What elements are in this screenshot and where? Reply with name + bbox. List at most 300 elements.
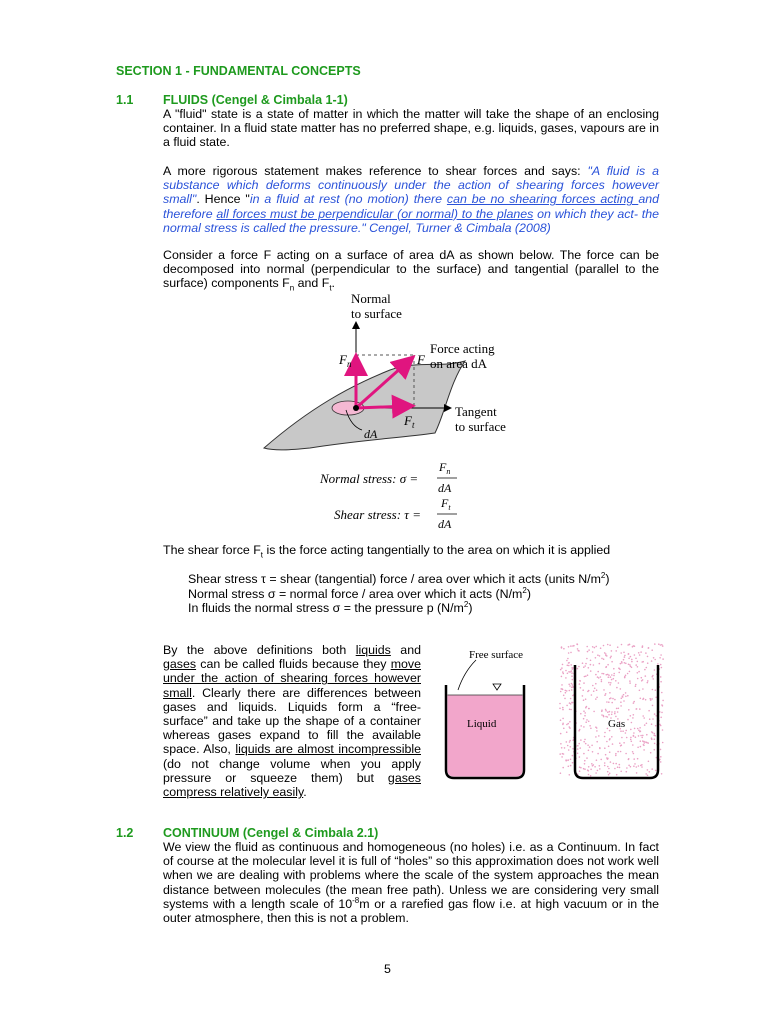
frac-num-2-sub: t bbox=[448, 503, 451, 512]
section-1-2-title: CONTINUUM (Cengel & Cimbala 2.1) bbox=[163, 826, 379, 840]
gas-particle bbox=[659, 657, 661, 659]
gas-particle bbox=[637, 747, 639, 749]
gas-particle bbox=[570, 652, 572, 654]
gas-particle bbox=[592, 646, 594, 648]
gas-particle bbox=[583, 710, 585, 712]
gas-particle bbox=[561, 667, 563, 669]
gas-particle bbox=[650, 699, 652, 701]
gas-particle bbox=[570, 759, 572, 761]
gas-particle bbox=[568, 665, 570, 667]
gas-particle bbox=[592, 751, 594, 753]
gas-particle bbox=[648, 647, 650, 649]
stress1a: Shear stress τ = shear (tangential) force / area over which it acts (units N/m bbox=[188, 572, 601, 586]
gas-particle bbox=[627, 719, 629, 721]
gas-particle bbox=[640, 651, 642, 653]
gas-particle bbox=[563, 695, 565, 697]
gas-particle bbox=[631, 659, 633, 661]
gas-particle bbox=[646, 723, 648, 725]
gas-particle bbox=[571, 689, 573, 691]
gas-particle bbox=[588, 708, 590, 710]
gas-particle bbox=[609, 711, 611, 713]
p3a: Consider a force F acting on a surface of area dA as shown below. The force can be decomposed into normal (perpendicular to the surface) and tangential (parallel to the surface) components F bbox=[163, 248, 659, 291]
gas-particle bbox=[567, 745, 569, 747]
ft-arrow bbox=[356, 406, 410, 408]
free-surface-leader bbox=[458, 660, 476, 690]
p5-u2: gases bbox=[163, 657, 197, 672]
gas-particle bbox=[645, 699, 647, 701]
fn-letter: F bbox=[339, 352, 347, 367]
gas-particle bbox=[599, 663, 601, 665]
gas-particle bbox=[580, 739, 582, 741]
gas-particle bbox=[570, 645, 572, 647]
gas-particle bbox=[660, 644, 662, 646]
fn-sub: n bbox=[346, 359, 352, 369]
gas-particle bbox=[649, 718, 651, 720]
gas-particle bbox=[655, 689, 657, 691]
gas-particle bbox=[563, 648, 565, 650]
gas-particle bbox=[588, 766, 590, 768]
gas-particle bbox=[583, 699, 585, 701]
gas-particle bbox=[566, 741, 568, 743]
gas-particle bbox=[612, 743, 614, 745]
gas-particle bbox=[584, 676, 586, 678]
gas-particle bbox=[633, 758, 635, 760]
gas-particle bbox=[601, 679, 603, 681]
gas-particle bbox=[579, 729, 581, 731]
gas-particle bbox=[586, 757, 588, 759]
gas-particle bbox=[585, 743, 587, 745]
gas-particle bbox=[637, 678, 639, 680]
gas-particle bbox=[645, 773, 647, 775]
gas-particle bbox=[586, 658, 588, 660]
gas-particle bbox=[620, 771, 622, 773]
gas-particle bbox=[584, 768, 586, 770]
section-1-1-title: FLUIDS (Cengel & Cimbala 1-1) bbox=[163, 93, 348, 107]
gas-particle bbox=[572, 748, 574, 750]
gas-particle bbox=[598, 677, 600, 679]
p2-q2a: in a fluid at rest (no motion) there bbox=[249, 192, 447, 207]
gas-particle bbox=[609, 738, 611, 740]
gas-particle bbox=[584, 715, 586, 717]
gas-particle bbox=[584, 760, 586, 762]
gas-particle bbox=[588, 721, 590, 723]
gas-particle bbox=[650, 752, 652, 754]
gas-particle bbox=[640, 735, 642, 737]
gas-particle bbox=[593, 711, 595, 713]
gas-particle bbox=[628, 709, 630, 711]
gas-particle bbox=[611, 714, 613, 716]
gas-particle bbox=[595, 772, 597, 774]
gas-particle bbox=[651, 698, 653, 700]
gas-particle bbox=[569, 721, 571, 723]
gas-particle bbox=[623, 694, 625, 696]
gas-particle bbox=[572, 679, 574, 681]
gas-particle bbox=[647, 769, 649, 771]
frac-num-2 bbox=[440, 496, 451, 512]
frac-num-2-letter: F bbox=[441, 496, 449, 510]
gas-particle bbox=[644, 724, 646, 726]
gas-particle bbox=[590, 728, 592, 730]
gas-particle bbox=[654, 659, 656, 661]
gas-particle bbox=[660, 725, 662, 727]
gas-particle bbox=[622, 730, 624, 732]
gas-particle bbox=[662, 729, 664, 731]
gas-particle bbox=[562, 671, 564, 673]
paragraph-fluid-state: A "fluid" state is a state of matter in which the matter will take the shape of an enclosing container. In a fluid state matter has no preferred shape, e.g. liquids, gases, vapours are in a fluid state. bbox=[163, 107, 659, 150]
gas-particle bbox=[565, 677, 567, 679]
gas-particle bbox=[565, 759, 567, 761]
gas-particle bbox=[560, 743, 562, 745]
normal-stress-formula: Normal stress: σ = bbox=[320, 471, 419, 486]
gas-particle bbox=[623, 742, 625, 744]
gas-particle bbox=[629, 671, 631, 673]
gas-particle bbox=[561, 688, 563, 690]
gas-particle bbox=[592, 685, 594, 687]
gas-particle bbox=[590, 775, 592, 777]
gas-particle bbox=[607, 711, 609, 713]
gas-particle bbox=[630, 715, 632, 717]
gas-particle bbox=[649, 771, 651, 773]
gas-particle bbox=[631, 667, 633, 669]
gas-particle bbox=[613, 678, 615, 680]
gas-particle bbox=[561, 647, 563, 649]
p4a: The shear force F bbox=[163, 543, 261, 557]
gas-particle bbox=[642, 715, 644, 717]
p5-u1: liquids bbox=[355, 643, 391, 657]
liquid-gas-figure bbox=[438, 640, 668, 785]
gas-particle bbox=[579, 680, 581, 682]
ft-sub: t bbox=[411, 420, 415, 430]
gas-particle bbox=[643, 742, 645, 744]
gas-particle bbox=[569, 740, 571, 742]
gas-particle bbox=[625, 732, 627, 734]
gas-particle bbox=[640, 765, 642, 767]
gas-particle bbox=[616, 687, 618, 689]
gas-particle bbox=[577, 644, 579, 646]
gas-particle bbox=[628, 765, 630, 767]
p4-sub: t bbox=[260, 550, 264, 560]
gas-particle bbox=[607, 758, 609, 760]
gas-particle bbox=[579, 766, 581, 768]
gas-particle bbox=[571, 672, 573, 674]
fn-label bbox=[338, 352, 352, 369]
gas-particle bbox=[610, 697, 612, 699]
gas-particle bbox=[618, 672, 620, 674]
gas-particle bbox=[577, 745, 579, 747]
gas-particle bbox=[594, 688, 596, 690]
gas-particle bbox=[641, 766, 643, 768]
gas-particle bbox=[566, 731, 568, 733]
gas-particle bbox=[566, 724, 568, 726]
gas-particle bbox=[610, 657, 612, 659]
gas-particle bbox=[569, 726, 571, 728]
gas-particle bbox=[635, 736, 637, 738]
gas-particle bbox=[604, 732, 606, 734]
gas-particle bbox=[595, 646, 597, 648]
gas-particle bbox=[649, 698, 651, 700]
gas-particle bbox=[592, 651, 594, 653]
gas-particle bbox=[579, 770, 581, 772]
gas-particle bbox=[605, 716, 607, 718]
p5-u5: gases compress relatively easily bbox=[163, 770, 421, 800]
gas-particle bbox=[610, 682, 612, 684]
gas-particle bbox=[600, 647, 602, 649]
gas-particle bbox=[589, 746, 591, 748]
gas-particle bbox=[572, 645, 574, 647]
gas-particle bbox=[583, 682, 585, 684]
gas-particle bbox=[646, 667, 648, 669]
gas-particle bbox=[577, 748, 579, 750]
gas-particle bbox=[629, 680, 631, 682]
gas-particle bbox=[658, 643, 660, 645]
gas-particle bbox=[604, 747, 606, 749]
gas-particle bbox=[629, 682, 631, 684]
gas-particle bbox=[608, 774, 610, 776]
gas-particle bbox=[570, 746, 572, 748]
gas-particle bbox=[593, 764, 595, 766]
gas-particle bbox=[634, 645, 636, 647]
shear-stress-formula: Shear stress: τ = bbox=[334, 507, 421, 522]
f-label: F bbox=[417, 352, 425, 367]
force-surface-figure bbox=[250, 288, 540, 533]
gas-particle bbox=[613, 673, 615, 675]
gas-particle bbox=[662, 645, 664, 647]
gas-particle bbox=[614, 711, 616, 713]
gas-particle bbox=[568, 749, 570, 751]
paragraph-shear-force bbox=[163, 543, 673, 560]
point-of-application bbox=[353, 405, 359, 411]
gas-particle bbox=[621, 661, 623, 663]
gas-particle bbox=[568, 646, 570, 648]
gas-particle bbox=[643, 717, 645, 719]
gas-particle bbox=[590, 660, 592, 662]
gas-particle bbox=[605, 710, 607, 712]
gas-particle bbox=[626, 737, 628, 739]
gas-particle bbox=[596, 689, 598, 691]
gas-particle bbox=[608, 701, 610, 703]
gas-particle bbox=[617, 751, 619, 753]
p5-u3: move under the action of shearing forces however small bbox=[163, 657, 421, 700]
gas-particle bbox=[569, 741, 571, 743]
gas-particle bbox=[584, 763, 586, 765]
gas-particle bbox=[642, 645, 644, 647]
gas-particle bbox=[605, 655, 607, 657]
gas-particle bbox=[560, 691, 562, 693]
gas-particle bbox=[648, 710, 650, 712]
gas-particle bbox=[620, 751, 622, 753]
paragraph-continuum bbox=[163, 840, 659, 925]
gas-particle bbox=[605, 693, 607, 695]
gas-particle bbox=[635, 684, 637, 686]
gas-particle bbox=[583, 741, 585, 743]
gas-particle bbox=[662, 705, 664, 707]
gas-particle bbox=[578, 666, 580, 668]
gas-particle bbox=[625, 730, 627, 732]
gas-particle bbox=[565, 692, 567, 694]
p3c: . bbox=[331, 276, 335, 291]
gas-particle bbox=[568, 684, 570, 686]
frac-den-2: dA bbox=[438, 517, 452, 531]
gas-particle bbox=[639, 731, 641, 733]
gas-particle bbox=[613, 675, 615, 677]
gas-particle bbox=[639, 727, 641, 729]
gas-particle bbox=[642, 699, 644, 701]
gas-particle bbox=[571, 683, 573, 685]
gas-particle bbox=[601, 681, 603, 683]
gas-particle bbox=[609, 751, 611, 753]
gas-particle bbox=[606, 674, 608, 676]
gas-particle bbox=[588, 774, 590, 776]
gas-particle bbox=[632, 744, 634, 746]
shear-stress-definition bbox=[188, 572, 610, 586]
gas-particle bbox=[633, 753, 635, 755]
gas-particle bbox=[638, 735, 640, 737]
gas-particle bbox=[571, 687, 573, 689]
gas-particle bbox=[615, 680, 617, 682]
gas-particle bbox=[651, 723, 653, 725]
p3b: and F bbox=[294, 276, 330, 291]
gas-particle bbox=[637, 661, 639, 663]
gas-particle bbox=[590, 664, 592, 666]
gas-particle bbox=[620, 663, 622, 665]
gas-particle bbox=[601, 709, 603, 711]
gas-particle bbox=[625, 753, 627, 755]
gas-particle bbox=[561, 676, 563, 678]
gas-particle bbox=[627, 673, 629, 675]
stress2-sup: 2 bbox=[522, 585, 527, 595]
gas-particle bbox=[655, 725, 657, 727]
gas-particle bbox=[639, 690, 641, 692]
section-1-1-number: 1.1 bbox=[116, 93, 134, 107]
gas-particle bbox=[570, 709, 572, 711]
gas-particle bbox=[572, 762, 574, 764]
gas-particle bbox=[628, 653, 630, 655]
gas-particle bbox=[634, 763, 636, 765]
gas-particle bbox=[607, 766, 609, 768]
p5-u4: liquids are almost incompressible bbox=[235, 742, 421, 757]
gas-particle bbox=[588, 690, 590, 692]
gas-particle bbox=[597, 770, 599, 772]
gas-particle bbox=[599, 768, 601, 770]
gas-particle bbox=[590, 769, 592, 771]
gas-particle bbox=[577, 753, 579, 755]
gas-particle bbox=[620, 688, 622, 690]
gas-particle bbox=[564, 698, 566, 700]
gas-particle bbox=[628, 664, 630, 666]
gas-particle bbox=[616, 774, 618, 776]
gas-particle bbox=[567, 658, 569, 660]
gas-particle bbox=[640, 698, 642, 700]
gas-particle bbox=[614, 768, 616, 770]
gas-particle bbox=[611, 679, 613, 681]
tangent-label: Tangent bbox=[455, 404, 497, 419]
gas-particle bbox=[598, 735, 600, 737]
gas-particle bbox=[572, 684, 574, 686]
gas-particle bbox=[600, 676, 602, 678]
gas-particle bbox=[564, 747, 566, 749]
gas-particle bbox=[660, 676, 662, 678]
gas-particle bbox=[661, 644, 663, 646]
gas-particle bbox=[629, 664, 631, 666]
gas-particle bbox=[585, 698, 587, 700]
gas-particle bbox=[591, 694, 593, 696]
gas-particle bbox=[599, 655, 601, 657]
gas-particle bbox=[615, 755, 617, 757]
gas-particle bbox=[635, 658, 637, 660]
gas-particle bbox=[623, 659, 625, 661]
gas-particle bbox=[609, 730, 611, 732]
force-label: Force acting bbox=[430, 341, 495, 356]
gas-particle bbox=[559, 708, 561, 710]
free-surface-label: Free surface bbox=[469, 649, 524, 661]
gas-particle bbox=[624, 662, 626, 664]
p2-q2b: can be no shearing forces acting bbox=[446, 192, 639, 207]
gas-particle bbox=[641, 737, 643, 739]
gas-particle bbox=[578, 650, 580, 652]
p3-sub-n: n bbox=[289, 283, 295, 293]
stress3-sup: 2 bbox=[463, 599, 469, 609]
gas-particle bbox=[648, 761, 650, 763]
gas-particle bbox=[591, 745, 593, 747]
gas-particle bbox=[605, 667, 607, 669]
gas-particle bbox=[604, 736, 606, 738]
gas-particle bbox=[595, 683, 597, 685]
gas-particle bbox=[654, 713, 656, 715]
gas-particle bbox=[637, 758, 639, 760]
gas-particle bbox=[568, 766, 570, 768]
gas-particle bbox=[628, 759, 630, 761]
gas-particle bbox=[626, 767, 628, 769]
gas-particle bbox=[579, 756, 581, 758]
gas-particle bbox=[569, 702, 571, 704]
gas-particle bbox=[637, 672, 639, 674]
gas-particle bbox=[562, 767, 564, 769]
gas-particle bbox=[587, 651, 589, 653]
p2-q2e: on which they act- the normal stress is called the pressure." Cengel, Turner & Cimbala (2008) bbox=[163, 206, 659, 235]
gas-particle bbox=[604, 694, 606, 696]
gas-particle bbox=[588, 770, 590, 772]
gas-particle bbox=[651, 768, 653, 770]
gas-particle bbox=[567, 665, 569, 667]
gas-particle bbox=[596, 759, 598, 761]
gas-particle bbox=[621, 737, 623, 739]
gas-particle bbox=[571, 702, 573, 704]
stress3a: In fluids the normal stress σ = the pressure p (N/m bbox=[188, 601, 464, 615]
p4b: is the force acting tangentially to the area on which it is applied bbox=[263, 543, 611, 557]
p5-6: . bbox=[303, 785, 307, 800]
gas-particle bbox=[597, 671, 599, 673]
frac-num-1 bbox=[438, 460, 450, 476]
gas-particle bbox=[630, 656, 632, 658]
gas-particle bbox=[641, 677, 643, 679]
gas-particle bbox=[621, 697, 623, 699]
stress2a: Normal stress σ = normal force / area over which it acts (N/m bbox=[188, 587, 523, 601]
gas-particle bbox=[645, 675, 647, 677]
gas-particle bbox=[617, 646, 619, 648]
stress1b: ) bbox=[605, 572, 610, 586]
gas-particle bbox=[560, 772, 562, 774]
gas-particle bbox=[607, 644, 609, 646]
liquid-fill bbox=[448, 695, 523, 777]
gas-particle bbox=[595, 657, 597, 659]
gas-particle bbox=[580, 725, 582, 727]
gas-particle bbox=[654, 735, 656, 737]
gas-particle bbox=[594, 766, 596, 768]
page-number: 5 bbox=[384, 962, 391, 976]
gas-particle bbox=[583, 768, 585, 770]
gas-particle bbox=[620, 705, 622, 707]
gas-particle bbox=[646, 742, 648, 744]
